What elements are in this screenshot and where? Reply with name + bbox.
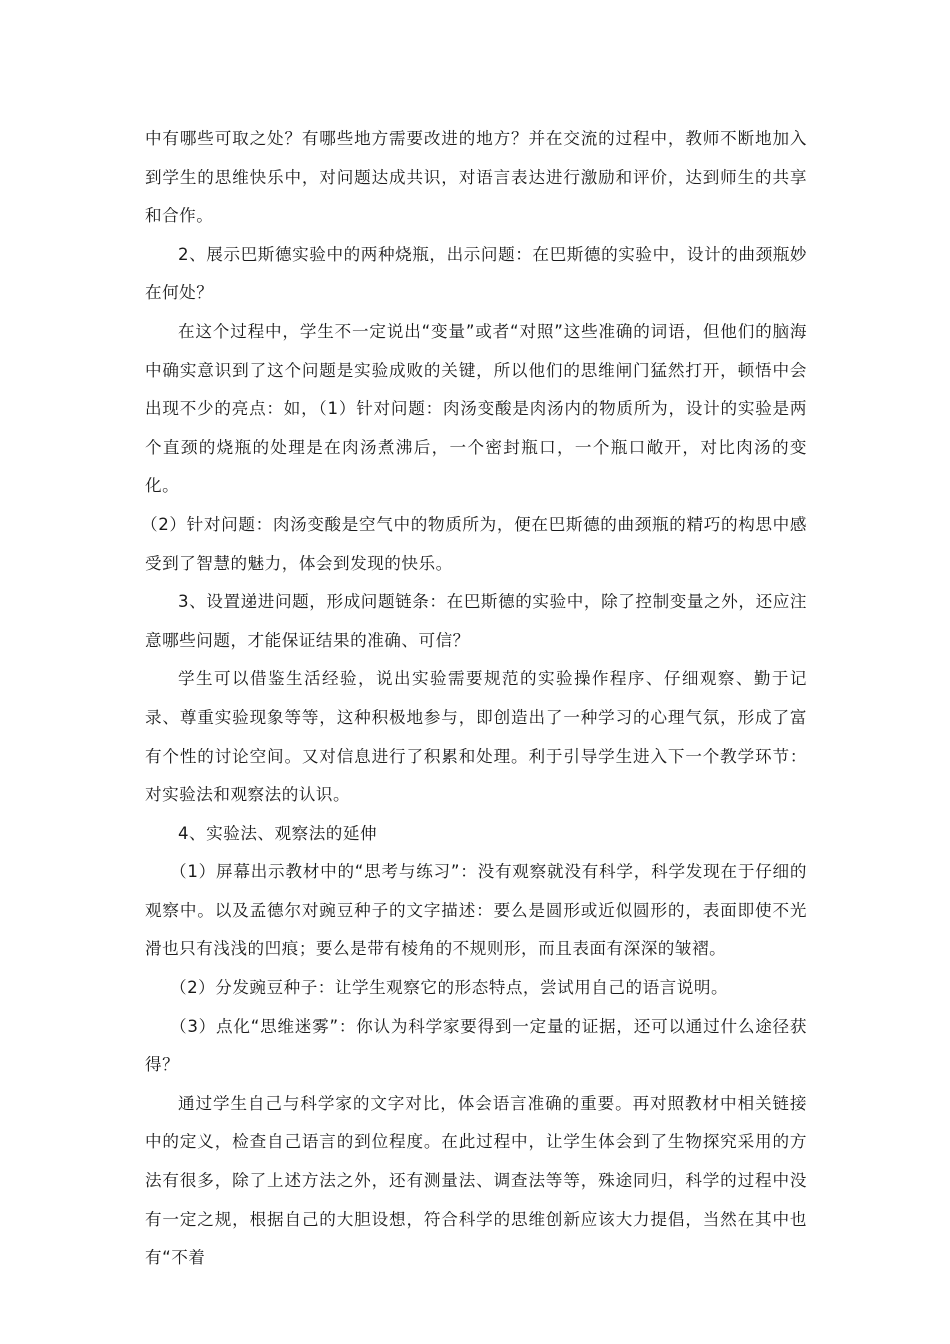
document-page [141, 120, 807, 1278]
paragraph-8: （1）屏幕出示教材中的“思考与练习”：没有观察就没有科学，科学发现在于仔细的观察中。以及孟德尔对豌豆种子的文字描述：要么是圆形或近似圆形的，表面即使不光滑也只有浅浅的凹痕；要么是带有棱角的不规则形，而且表面有深深的皱褶。 [145, 862, 807, 959]
paragraph-9: （2）分发豌豆种子：让学生观察它的形态特点，尝试用自己的语言说明。 [170, 978, 729, 998]
paragraph-2: 2、展示巴斯德实验中的两种烧瓶，出示问题：在巴斯德的实验中，设计的曲颈瓶妙在何处？ [145, 244, 807, 303]
paragraph-6: 学生可以借鉴生活经验，说出实验需要规范的实验操作程序、仔细观察、勤于记录、尊重实验现象等等，这种积极地参与，即创造出了一种学习的心理气氛，形成了富有个性的讨论空间。又对信息进行了积累和处理。利于引导学生进入下一个教学环节：对实验法和观察法的认识。 [145, 669, 807, 805]
paragraph-1: 中有哪些可取之处？有哪些地方需要改进的地方？并在交流的过程中，教师不断地加入到学生的思维快乐中，对问题达成共识，对语言表达进行激励和评价，达到师生的共享和合作。 [145, 129, 807, 226]
paragraph-3: 在这个过程中，学生不一定说出“变量”或者“对照”这些准确的词语，但他们的脑海中确实意识到了这个问题是实验成败的关键，所以他们的思维闸门猛然打开，顿悟中会出现不少的亮点：如，（1）针对问题：肉汤变酸是肉汤内的物质所为，设计的实验是两个直颈的烧瓶的处理是在肉汤煮沸后，一个密封瓶口，一个瓶口敞开，对比肉汤的变化。 [145, 321, 807, 496]
paragraph-7: 4、实验法、观察法的延伸 [178, 823, 378, 843]
paragraph-10: （3）点化“思维迷雾”：你认为科学家要得到一定量的证据，还可以通过什么途径获得？ [145, 1016, 807, 1075]
paragraph-4: （2）针对问题：肉汤变酸是空气中的物质所为，便在巴斯德的曲颈瓶的精巧的构思中感受到了智慧的魅力，体会到发现的快乐。 [141, 514, 807, 573]
paragraph-11: 通过学生自己与科学家的文字对比，体会语言准确的重要。再对照教材中相关链接中的定义，检查自己语言的到位程度。在此过程中，让学生体会到了生物探究采用的方法有很多，除了上述方法之外，还有测量法、调查法等等，殊途同归，科学的过程中没有一定之规，根据自己的大胆设想，符合科学的思维创新应该大力提倡，当然在其中也有“不着 [145, 1093, 807, 1268]
paragraph-5: 3、设置递进问题，形成问题链条：在巴斯德的实验中，除了控制变量之外，还应注意哪些问题，才能保证结果的准确、可信？ [145, 592, 807, 650]
